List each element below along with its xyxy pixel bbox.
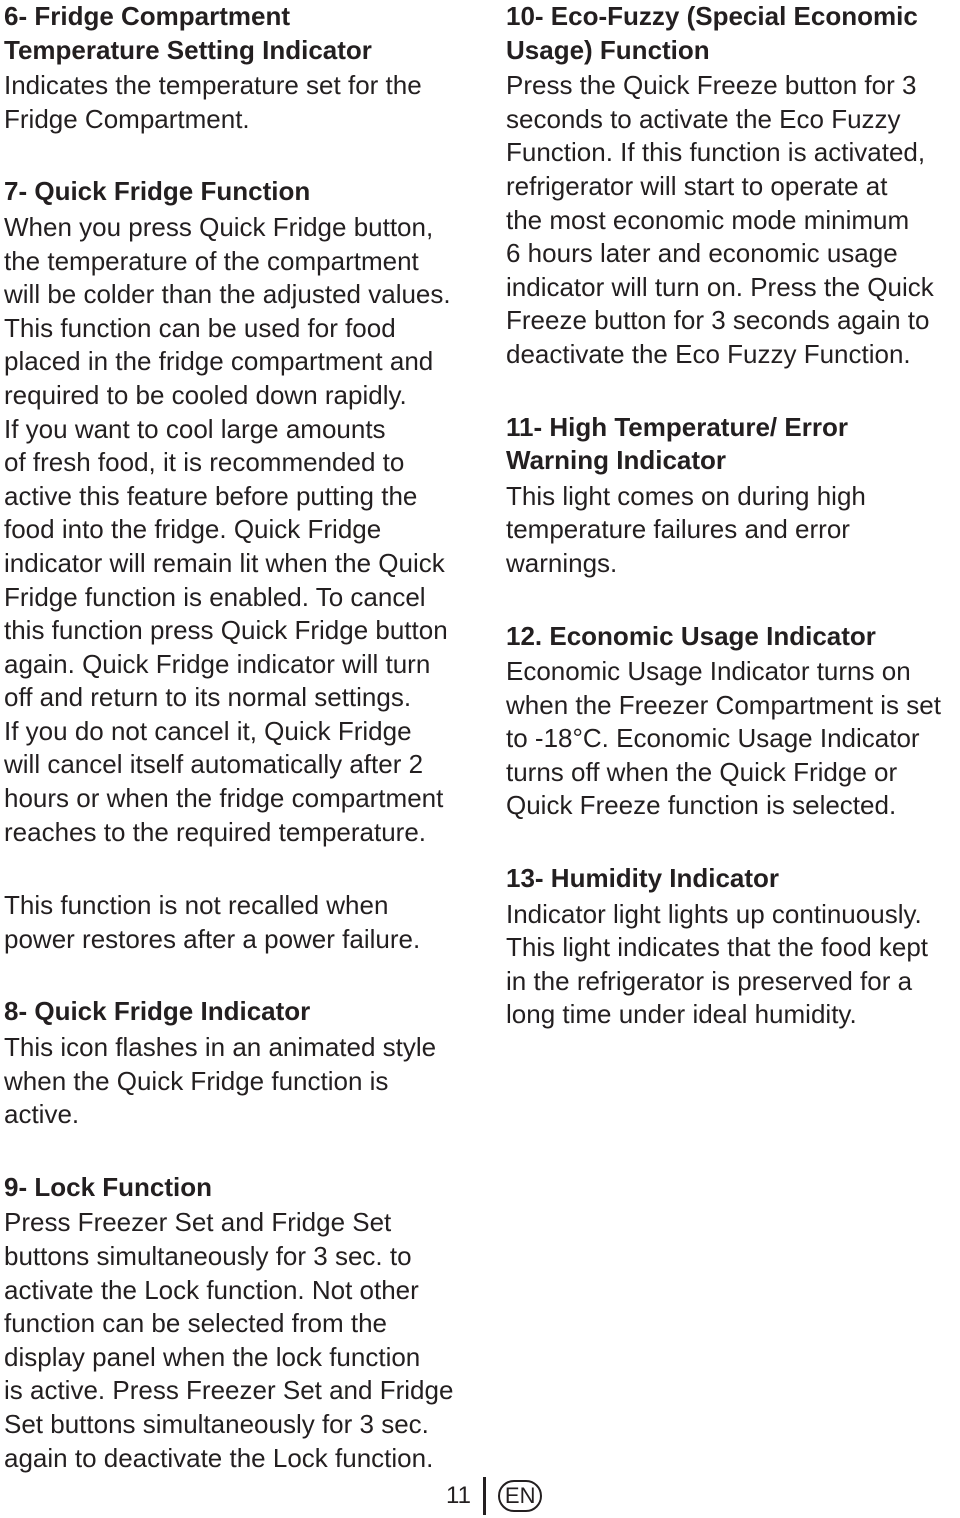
section-6-body: Indicates the temperature set for the Fridge Compartment. (4, 70, 422, 134)
page-footer (446, 1476, 542, 1516)
section-9-heading: 9- Lock Function (4, 1171, 212, 1202)
section-10-heading: 10- Eco-Fuzzy (Special Economic Usage) Function (506, 1, 918, 65)
section-12-body: Economic Usage Indicator turns on when the Freezer Compartment is set to -18°C. Economic Usage Indicator turns off when the Quick Fridge or Quick Freeze function is selected. (506, 656, 941, 821)
page-number: 11 (446, 1482, 471, 1509)
section-13-body: Indicator light lights up continuously. This light indicates that the food kept in the refrigerator is preserved for a long time under ideal humidity. (506, 898, 929, 1030)
section-8-heading: 8- Quick Fridge Indicator (4, 996, 311, 1027)
section-12-heading: 12. Economic Usage Indicator (506, 620, 876, 651)
section-7 (4, 175, 494, 956)
section-11-body: This light comes on during high temperature failures and error warnings. (506, 480, 866, 578)
section-9 (4, 1171, 494, 1475)
footer-divider (483, 1477, 486, 1515)
section-10 (506, 0, 960, 372)
section-13 (506, 862, 960, 1032)
section-11-heading: 11- High Temperature/ Error Warning Indicator (506, 411, 848, 476)
section-7-body: When you press Quick Fridge button, the temperature of the compartment will be colder than the adjusted values. This function can be used for food placed in the fridge compartment and required to be cooled down rapidly. If you want to cool large amounts of fresh food, it is recommended to active this feature before putting the food into the fridge. Quick Fridge indicator will remain lit when the Quick Fridge function is enabled. To cancel this function press Quick Fridge button again. Quick Fridge indicator will turn off and return to its normal settings. If you do not cancel it, Quick Fridge will cancel itself automatically after 2 hours or when the fridge compartment reaches to the required temperature. (4, 211, 451, 847)
left-column (4, 0, 494, 1475)
section-7-heading: 7- Quick Fridge Function (4, 176, 311, 207)
section-7-note: This function is not recalled when power restores after a power failure. (4, 890, 421, 954)
section-11 (506, 411, 960, 581)
section-12 (506, 620, 960, 824)
section-13-heading: 13- Humidity Indicator (506, 863, 780, 894)
section-6-heading: 6- Fridge Compartment Temperature Setting Indicator (4, 1, 372, 65)
section-8 (4, 995, 494, 1131)
section-6 (4, 0, 494, 136)
right-column (506, 0, 960, 1032)
section-10-body: Press the Quick Freeze button for 3 seconds to activate the Eco Fuzzy Function. If this function is activated, refrigerator will start to operate at the most economic mode minimum 6 hours later and economic usage indicator will turn on. Press the Quick Freeze button for 3 seconds again to deactivate the Eco Fuzzy Function. (506, 70, 934, 369)
section-9-body: Press Freezer Set and Fridge Set buttons simultaneously for 3 sec. to activate the Lock function. Not other function can be selected from the display panel when the lock function is active. Press Freezer Set and Fridge Set buttons simultaneously for 3 sec. again to deactivate the Lock function. (4, 1207, 454, 1473)
language-badge: EN (498, 1480, 543, 1512)
section-8-body: This icon flashes in an animated style when the Quick Fridge function is active. (4, 1032, 437, 1130)
